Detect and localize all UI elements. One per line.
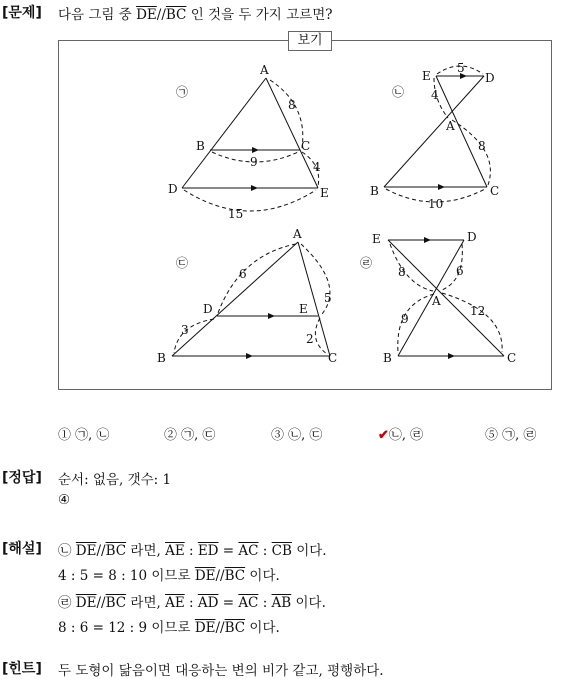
f1-len-15: 15 <box>228 207 244 221</box>
f3-label-a: A <box>293 227 302 241</box>
option-3-text: ㉡, ㉢ <box>284 428 323 443</box>
f2-label-a: A <box>446 119 455 133</box>
f4-len-9: 9 <box>401 312 409 326</box>
sol3-seg-ac: $\overline{AC}$ <box>238 595 259 611</box>
sol1-colon-2: : <box>258 543 272 559</box>
solution-line-2 <box>58 564 280 584</box>
option-2[interactable] <box>164 424 215 443</box>
sol3-seg-bc: $\overline{BC}$ <box>105 595 127 611</box>
f3-len-2: 2 <box>306 332 314 346</box>
sol2-pre: 4 : 5 = 8 : 10 이므로 <box>58 568 195 584</box>
question-text-pre: 다음 그림 중 <box>58 7 137 23</box>
f4-label-a: A <box>432 294 441 308</box>
sol1-seg-de: $\overline{DE}$ <box>75 543 97 559</box>
sol1-equals: = <box>218 543 239 559</box>
sol3-seg-ae: $\overline{AE}$ <box>165 595 185 611</box>
sol2-seg-de: $\overline{DE}$ <box>194 568 216 584</box>
sol1-seg-ed: $\overline{ED}$ <box>197 543 219 559</box>
figure-1-marker: ㉠ <box>176 85 189 99</box>
sol2-seg-bc: $\overline{BC}$ <box>224 568 246 584</box>
option-5-number: ⑤ <box>485 428 499 443</box>
figure-2-marker: ㉡ <box>392 85 405 99</box>
option-2-number: ② <box>164 428 178 443</box>
check-mark-icon: ✔ <box>378 428 389 443</box>
f1-label-b: B <box>196 139 205 153</box>
option-4[interactable] <box>378 424 423 443</box>
question-text-post: 인 것을 두 가지 고르면? <box>186 7 333 23</box>
question-label: [문제] <box>2 5 42 21</box>
bogi-title: 보기 <box>288 31 332 51</box>
sol4-end: 이다. <box>245 620 280 636</box>
figure-3-marker: ㉢ <box>176 256 189 270</box>
sol1-seg-cb: $\overline{CB}$ <box>271 543 292 559</box>
f3-label-b: B <box>157 351 166 365</box>
option-5[interactable] <box>485 424 536 443</box>
sol3-equals: = <box>218 595 239 611</box>
sol3-mid: 라면, <box>126 595 166 611</box>
f3-len-6: 6 <box>239 267 247 281</box>
solution-label: [해설] <box>2 541 42 557</box>
sol4-seg-bc: $\overline{BC}$ <box>224 620 246 636</box>
figure-4-marker: ㉣ <box>360 256 373 270</box>
f4-label-d: D <box>467 230 477 244</box>
f4-len-8: 8 <box>398 265 406 279</box>
option-2-text: ㉠, ㉢ <box>177 428 216 443</box>
sol3-seg-ab: $\overline{AB}$ <box>271 595 292 611</box>
f4-len-6: 6 <box>456 264 464 278</box>
f4-label-c: C <box>507 351 517 365</box>
hint-text: 두 도형이 닮음이면 대응하는 변의 비가 같고, 평행하다. <box>58 663 384 679</box>
f3-len-5: 5 <box>324 291 332 305</box>
f1-len-8: 8 <box>288 98 296 112</box>
option-3-number: ③ <box>271 428 285 443</box>
solution-line-3 <box>58 591 326 611</box>
f1-label-c: C <box>301 139 311 153</box>
f1-len-9: 9 <box>250 155 258 169</box>
segment-de: $\overline{DE}$ <box>136 7 157 23</box>
f2-len-5: 5 <box>457 61 465 75</box>
solution-line-4 <box>58 616 280 636</box>
f2-label-b: B <box>370 184 379 198</box>
f3-label-e: E <box>299 302 308 316</box>
f1-len-4: 4 <box>313 160 321 174</box>
sol1-end: 이다. <box>291 543 327 559</box>
sol1-parallel: // <box>96 543 106 559</box>
solution-line-1 <box>58 539 327 559</box>
f1-label-a: A <box>260 63 269 77</box>
option-1-number: ① <box>58 428 72 443</box>
f1-label-e: E <box>320 186 329 200</box>
sol3-colon-1: : <box>184 595 198 611</box>
answer-label: [정답] <box>2 470 42 486</box>
sol4-parallel: // <box>215 620 225 636</box>
segment-bc: $\overline{BC}$ <box>165 7 187 23</box>
answer-value: ④ <box>58 492 71 508</box>
sol3-marker: ㉣ <box>58 595 76 611</box>
sol1-mid: 라면, <box>126 543 166 559</box>
sol3-parallel: // <box>96 595 106 611</box>
parallel-sign: // <box>156 7 166 23</box>
option-1[interactable] <box>58 424 109 443</box>
sol1-seg-ae: $\overline{AE}$ <box>165 543 185 559</box>
f2-label-c: C <box>490 184 500 198</box>
f4-label-e: E <box>372 232 381 246</box>
sol1-seg-ac: $\overline{AC}$ <box>238 543 259 559</box>
f2-len-10: 10 <box>428 197 444 211</box>
answer-order-count: 순서: 없음, 갯수: 1 <box>58 472 172 488</box>
f2-label-d: D <box>485 71 495 85</box>
hint-label: [힌트] <box>2 661 42 677</box>
option-4-text: ㉡, ㉣ <box>388 428 424 443</box>
sol4-seg-de: $\overline{DE}$ <box>194 620 216 636</box>
f3-label-d: D <box>203 302 213 316</box>
f3-label-c: C <box>328 351 338 365</box>
sol1-colon-1: : <box>184 543 198 559</box>
sol3-end: 이다. <box>291 595 326 611</box>
f1-label-d: D <box>168 182 178 196</box>
sol3-seg-de: $\overline{DE}$ <box>75 595 97 611</box>
f2-len-4: 4 <box>431 88 439 102</box>
sol2-end: 이다. <box>245 568 280 584</box>
f4-len-12: 12 <box>470 304 486 318</box>
option-1-text: ㉠, ㉡ <box>71 428 110 443</box>
figure-4 <box>388 240 504 356</box>
sol1-marker: ㉡ <box>58 543 76 559</box>
sol1-seg-bc: $\overline{BC}$ <box>105 543 127 559</box>
option-5-text: ㉠, ㉣ <box>498 428 537 443</box>
sol3-seg-ad: $\overline{AD}$ <box>197 595 219 611</box>
f2-len-8: 8 <box>478 139 486 153</box>
sol2-parallel: // <box>215 568 225 584</box>
sol3-colon-2: : <box>258 595 272 611</box>
f4-label-b: B <box>383 351 392 365</box>
option-3[interactable] <box>271 424 322 443</box>
f3-len-3: 3 <box>181 323 189 337</box>
sol4-pre: 8 : 6 = 12 : 9 이므로 <box>58 620 195 636</box>
f2-label-e: E <box>422 69 431 83</box>
